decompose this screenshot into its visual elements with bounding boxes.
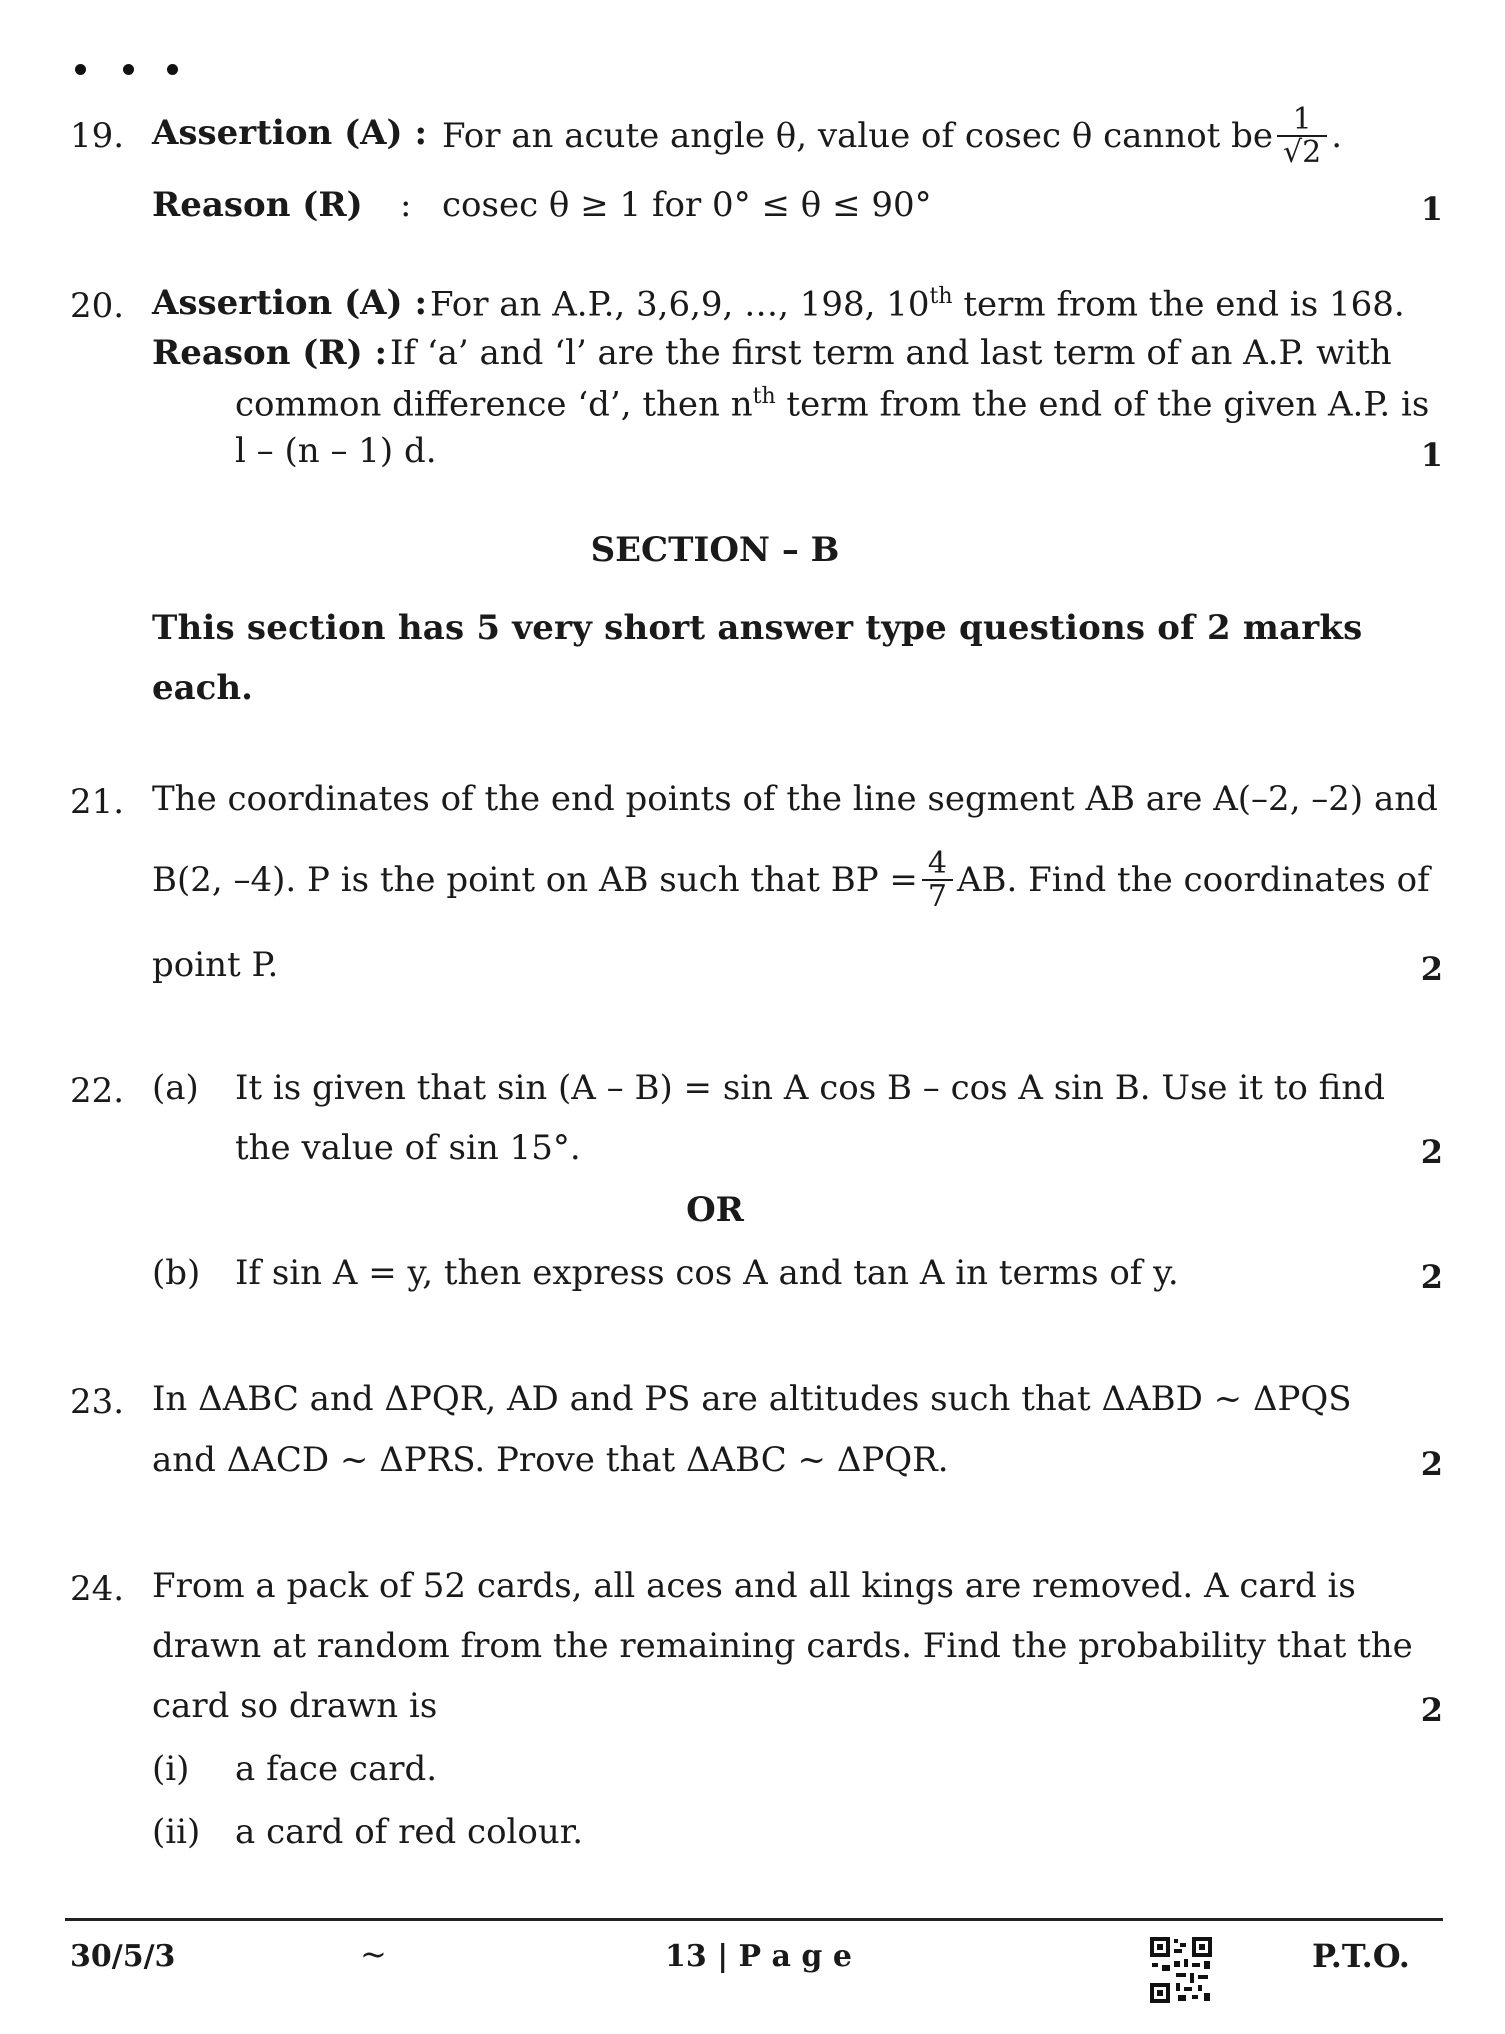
marks: 2 [1420, 1445, 1443, 1483]
or-divider: OR [686, 1190, 744, 1230]
section-description-line-2: each. [152, 668, 253, 708]
reason-line-3: l – (n – 1) d. [235, 431, 437, 471]
assertion-text-post: term from the end is 168. [952, 284, 1405, 325]
fraction-denominator: √2 [1283, 135, 1322, 170]
question-line-1: In ΔABC and ΔPQR, AD and PS are altitudes such that ΔABD ~ ΔPQS [152, 1379, 1352, 1419]
question-number: 24. [70, 1569, 125, 1609]
qr-code-icon [1148, 1935, 1214, 2005]
question-line-2: and ΔACD ~ ΔPRS. Prove that ΔABC ~ ΔPQR. [152, 1440, 949, 1480]
footer-tilde: ~ [360, 1935, 387, 1973]
marks: 1 [1420, 436, 1443, 474]
question-number: 22. [70, 1071, 125, 1111]
assertion-text [430, 284, 1405, 325]
subpart-i-text: a face card. [235, 1749, 438, 1789]
question-line-2-pre: B(2, –4). P is the point on AB such that BP = [152, 860, 918, 900]
question-line-2-post: AB. Find the coordinates of [956, 860, 1430, 900]
reason-label: Reason (R) : [152, 333, 388, 373]
fraction-tail: . [1331, 116, 1343, 156]
question-number: 21. [70, 782, 125, 822]
question-number: 23. [70, 1382, 125, 1422]
assertion-text-pre: For an A.P., 3,6,9, …, 198, 10 [430, 284, 930, 325]
section-description [152, 598, 1363, 718]
reason-line-2-post: term from the end of the given A.P. is [775, 384, 1430, 425]
assertion-label: Assertion (A) : [152, 283, 428, 323]
superscript: th [929, 284, 953, 309]
assertion-text-body: For an acute angle θ, value of cosec θ cannot be [442, 116, 1274, 156]
question-number: 20. [70, 286, 125, 326]
assertion-label: Assertion (A) : [152, 113, 428, 153]
question-line-1: From a pack of 52 cards, all aces and all kings are removed. A card is [152, 1566, 1356, 1606]
reason-text: cosec θ ≥ 1 for 0° ≤ θ ≤ 90° [442, 185, 932, 225]
section-title: SECTION – B [590, 530, 840, 570]
assertion-text [442, 96, 1342, 176]
fraction-numerator: 4 [922, 848, 953, 882]
question-line-3: card so drawn is [152, 1686, 438, 1726]
marks: 2 [1420, 1691, 1443, 1729]
superscript: th [752, 384, 776, 409]
section-description-line-1: This section has 5 very short answer type questions of 2 marks [152, 608, 1363, 648]
reason-line-1: If ‘a’ and ‘l’ are the first term and last term of an A.P. with [390, 333, 1392, 373]
fraction-numerator: 1 [1277, 104, 1327, 138]
question-line-3: point P. [152, 945, 279, 985]
question-line-2: drawn at random from the remaining cards. Find the probability that the [152, 1626, 1413, 1666]
page-number: 13 | P a g e [665, 1939, 852, 1974]
subpart-ii-text: a card of red colour. [235, 1812, 584, 1852]
pto-label: P.T.O. [1312, 1937, 1410, 1975]
subpart-ii-label: (ii) [152, 1812, 201, 1852]
bullet-dot [75, 64, 86, 75]
marks: 2 [1420, 950, 1443, 988]
question-line-1: The coordinates of the end points of the line segment AB are A(–2, –2) and [152, 779, 1438, 819]
marks: 2 [1420, 1133, 1443, 1171]
reason-line-2-pre: common difference ‘d’, then n [235, 384, 753, 425]
question-number: 19. [70, 116, 125, 156]
fraction-denominator: 7 [927, 879, 947, 914]
option-b-text: If sin A = y, then express cos A and tan A in terms of y. [235, 1253, 1179, 1293]
option-a-line-2: the value of sin 15°. [235, 1128, 581, 1168]
reason-colon: : [400, 185, 412, 225]
bullet-dot [167, 64, 178, 75]
marks: 2 [1420, 1258, 1443, 1296]
reason-line-2 [235, 384, 1430, 425]
subpart-i-label: (i) [152, 1749, 190, 1789]
option-b-label: (b) [152, 1253, 201, 1293]
fraction [1277, 101, 1327, 170]
option-a-line-1: It is given that sin (A – B) = sin A cos B – cos A sin B. Use it to find [235, 1068, 1385, 1108]
reason-label: Reason (R) [152, 185, 363, 225]
footer-rule [65, 1918, 1443, 1921]
question-line-2 [152, 840, 1430, 920]
fraction [922, 845, 953, 914]
option-a-label: (a) [152, 1068, 199, 1108]
paper-code: 30/5/3 [70, 1939, 176, 1974]
marks: 1 [1420, 190, 1443, 228]
bullet-dot [123, 64, 134, 75]
